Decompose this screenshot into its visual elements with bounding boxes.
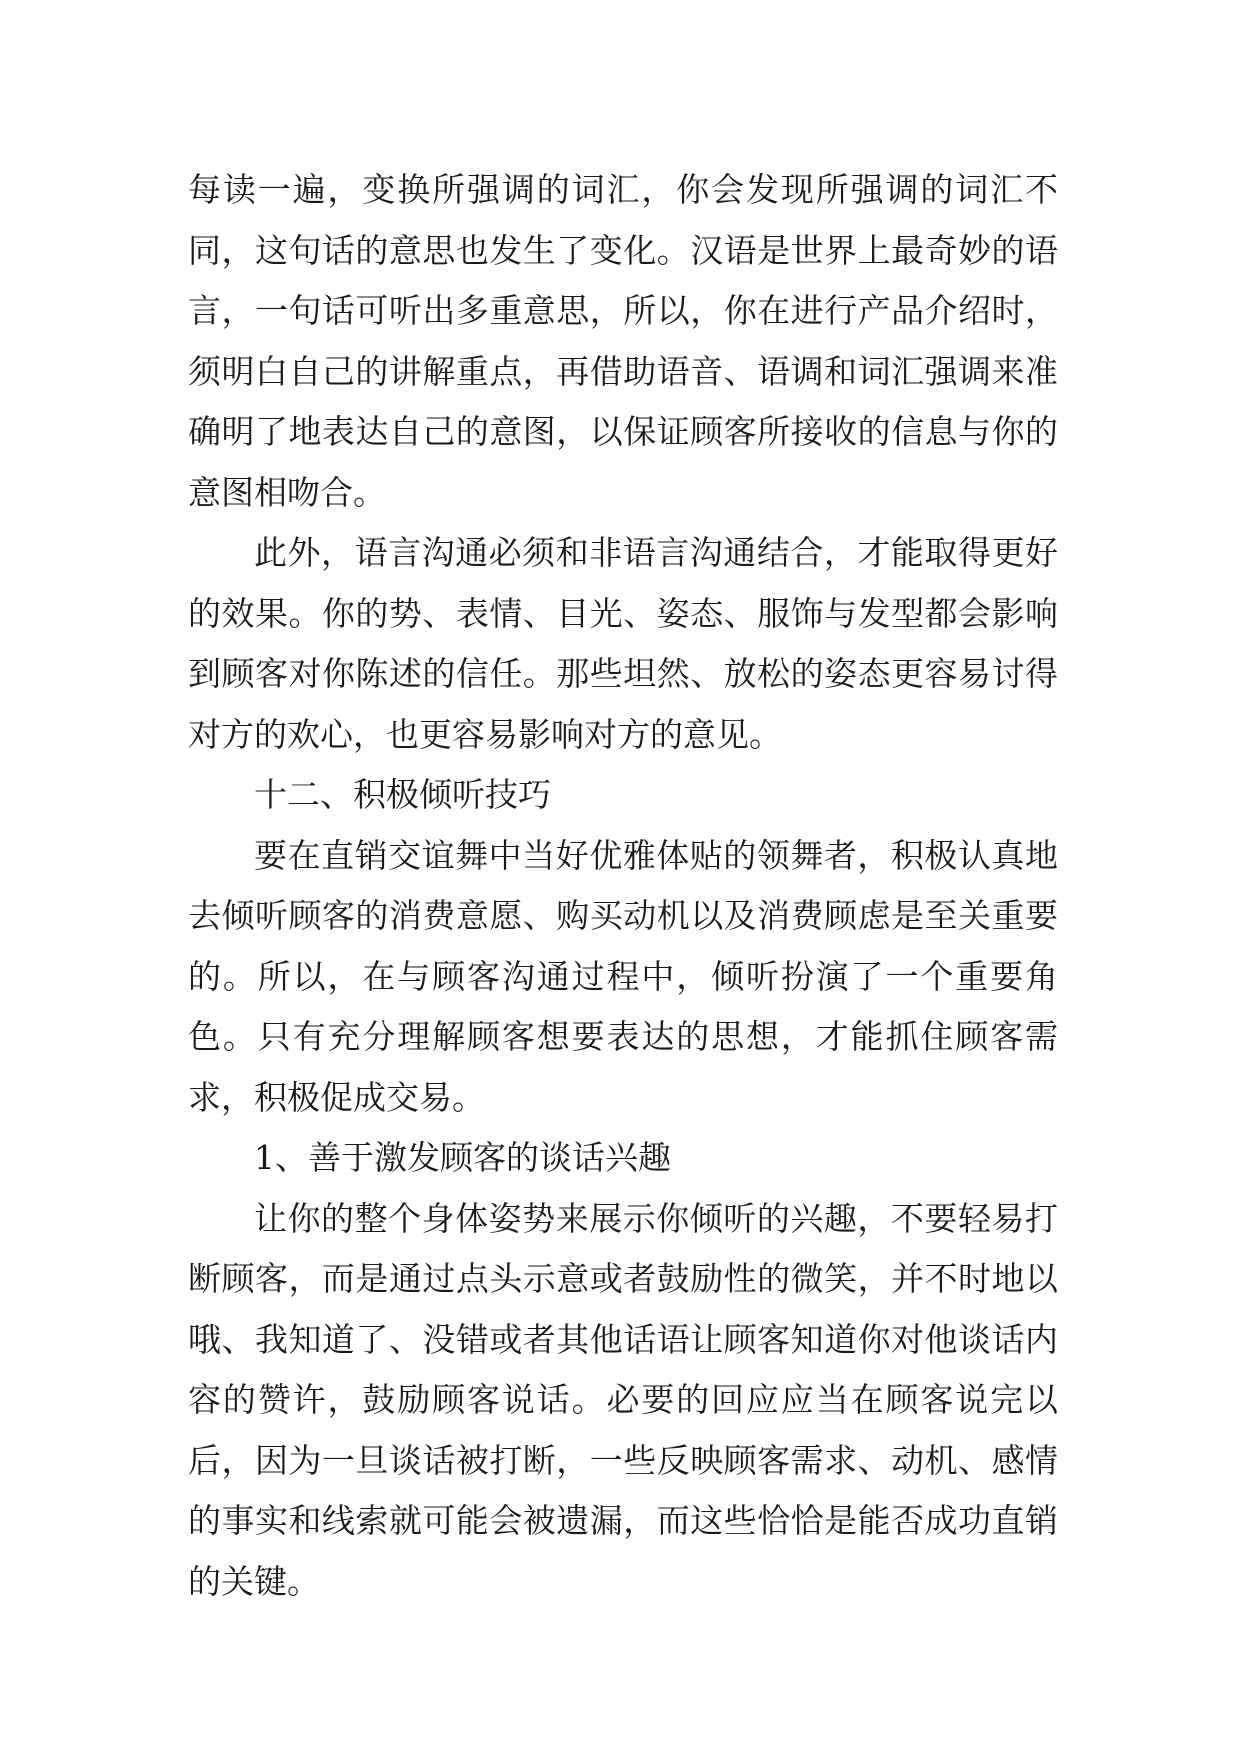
paragraph-interest: 让你的整个身体姿势来展示你倾听的兴趣，不要轻易打断顾客，而是通过点头示意或者鼓励性的微笑，并不时地以哦、我知道了、没错或者其他话语让顾客知道你对他谈话内容的赞许，鼓励顾客说话。必要的回应应当在顾客说完以后，因为一旦谈话被打断，一些反映顾客需求、动机、感情的事实和线索就可能会被遗漏，而这些恰恰是能否成功直销的关键。: [188, 1198, 1058, 1601]
subsection-heading-interest: 1、善于激发顾客的谈话兴趣: [254, 1138, 671, 1177]
section-heading-listening: 十二、积极倾听技巧: [254, 775, 551, 814]
paragraph-listening-intro: 要在直销交谊舞中当好优雅体贴的领舞者，积极认真地去倾听顾客的消费意愿、购买动机以及消费顾虑是至关重要的。所以，在与顾客沟通过程中，倾听扮演了一个重要角色。只有充分理解顾客想要表达的思想，才能抓住顾客需求，积极促成交易。: [188, 835, 1058, 1117]
paragraph-continuation: 每读一遍，变换所强调的词汇，你会发现所强调的词汇不同，这句话的意思也发生了变化。汉语是世界上最奇妙的语言，一句话可听出多重意思，所以，你在进行产品介绍时，须明白自己的讲解重点，再借助语音、语调和词汇强调来准确明了地表达自己的意图，以保证顾客所接收的信息与你的意图相吻合。: [188, 170, 1058, 512]
document-page: [188, 160, 1058, 1612]
paragraph-nonverbal: 此外，语言沟通必须和非语言沟通结合，才能取得更好的效果。你的势、表情、目光、姿态、服饰与发型都会影响到顾客对你陈述的信任。那些坦然、放松的姿态更容易讨得对方的欢心，也更容易影响对方的意见。: [188, 533, 1058, 754]
